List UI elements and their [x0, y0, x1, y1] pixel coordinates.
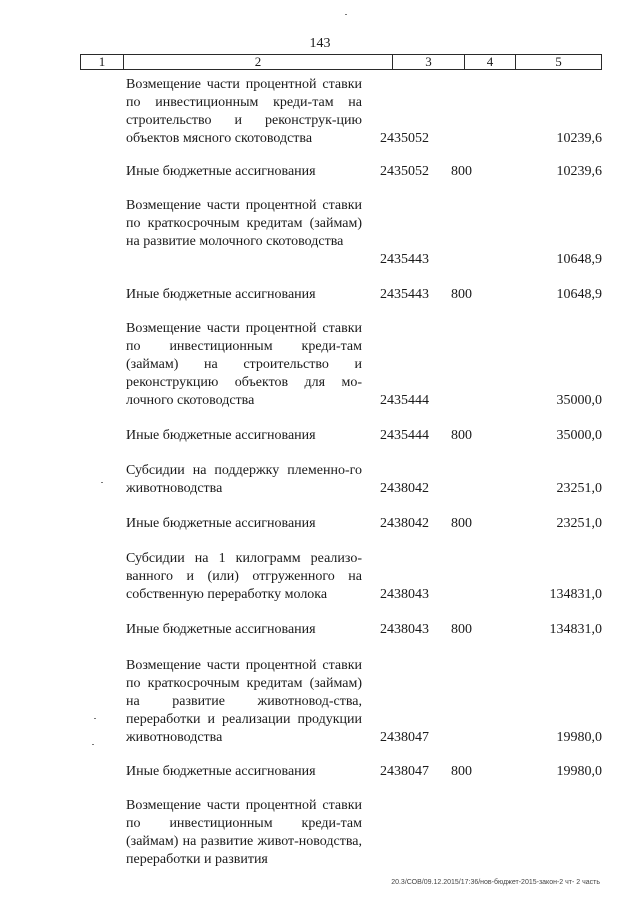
row-amount: 35000,0 — [556, 428, 602, 443]
row-expense-type: 800 — [451, 622, 472, 637]
row-expense-type: 800 — [451, 164, 472, 179]
row-amount: 10648,9 — [556, 252, 602, 267]
row-expense-type: 800 — [451, 287, 472, 302]
row-code: 2435443 — [380, 287, 429, 302]
header-col-3: 3 — [393, 55, 465, 69]
row-code: 2438047 — [380, 764, 429, 779]
row-description: Иные бюджетные ассигнования — [126, 764, 316, 779]
row-description: Возмещение части процентной ставки по инвестиционным креди-там на строительство и реконструк-цию объектов мясного скотоводства — [126, 77, 362, 146]
row-expense-type: 800 — [451, 516, 472, 531]
table-header-row — [80, 54, 602, 70]
row-description: Возмещение части процентной ставки по инвестиционным креди-там (займам) на строительство и реконструкцию объектов для мо-лочного скотоводства — [126, 321, 362, 408]
page-number: 143 — [309, 36, 331, 51]
row-amount: 35000,0 — [556, 393, 602, 408]
row-description: Возмещение части процентной ставки по краткосрочным кредитам (займам) на развитие животновод-ства, переработки и реализации продукции животноводства — [126, 658, 362, 745]
scan-speck — [345, 14, 347, 15]
row-amount: 23251,0 — [556, 481, 602, 496]
row-description: Иные бюджетные ассигнования — [126, 622, 316, 637]
scan-speck — [92, 744, 94, 745]
row-code: 2438042 — [380, 481, 429, 496]
row-description: Возмещение части процентной ставки по краткосрочным кредитам (займам) на развитие молочного скотоводства — [126, 198, 362, 249]
row-amount: 10239,6 — [556, 131, 602, 146]
row-description: Субсидии на поддержку племенно-го животноводства — [126, 463, 362, 496]
row-amount: 10648,9 — [556, 287, 602, 302]
row-code: 2438043 — [380, 622, 429, 637]
row-code: 2438042 — [380, 516, 429, 531]
row-expense-type: 800 — [451, 764, 472, 779]
row-description: Возмещение части процентной ставки по инвестиционным креди-там (займам) на развитие живот-новодства, переработки и развития — [126, 798, 362, 867]
footer-file-stamp: 20.3/СОВ/09.12.2015/17:36/нов-бюджет-2015-закон-2 чт- 2 часть — [391, 879, 600, 886]
row-description: Иные бюджетные ассигнования — [126, 428, 316, 443]
row-code: 2435052 — [380, 131, 429, 146]
row-description: Иные бюджетные ассигнования — [126, 516, 316, 531]
header-col-4: 4 — [465, 55, 516, 69]
row-amount: 134831,0 — [549, 622, 602, 637]
row-code: 2435052 — [380, 164, 429, 179]
scan-speck — [94, 718, 96, 719]
row-amount: 10239,6 — [556, 164, 602, 179]
row-description: Субсидии на 1 килограмм реализо-ванного и (или) отгруженного на собственную переработку молока — [126, 551, 362, 602]
row-description: Иные бюджетные ассигнования — [126, 164, 316, 179]
row-code: 2435444 — [380, 428, 429, 443]
header-col-5: 5 — [555, 54, 562, 69]
header-col-2: 2 — [124, 55, 393, 69]
scan-speck — [101, 482, 103, 483]
row-code: 2435443 — [380, 252, 429, 267]
row-amount: 19980,0 — [556, 764, 602, 779]
row-code: 2438047 — [380, 730, 429, 745]
row-amount: 134831,0 — [549, 587, 602, 602]
row-code: 2438043 — [380, 587, 429, 602]
row-description: Иные бюджетные ассигнования — [126, 287, 316, 302]
row-amount: 19980,0 — [556, 730, 602, 745]
row-code: 2435444 — [380, 393, 429, 408]
row-amount: 23251,0 — [556, 516, 602, 531]
header-col-1: 1 — [81, 55, 124, 69]
row-expense-type: 800 — [451, 428, 472, 443]
